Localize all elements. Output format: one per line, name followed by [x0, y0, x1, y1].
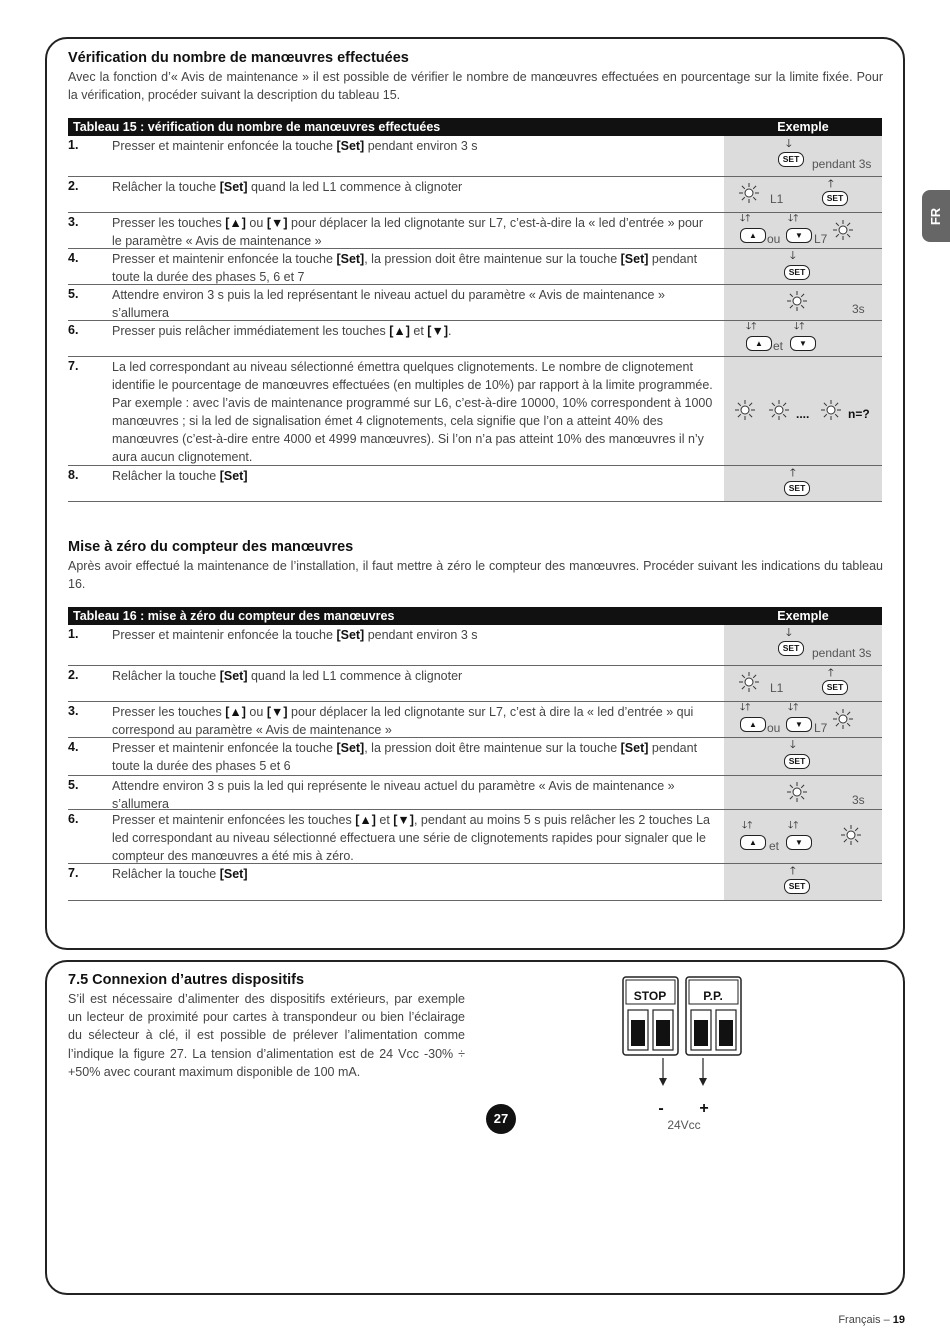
step-number: 7. [68, 866, 79, 880]
step-number: 3. [68, 215, 79, 229]
minus-sign: - [658, 1100, 664, 1117]
example-text: L7 [814, 721, 828, 735]
down-key-icon: ▼ [786, 717, 812, 732]
set-key-icon: SET [784, 265, 810, 280]
voltage-label: 24Vcc [667, 1118, 701, 1132]
step-example [724, 321, 882, 356]
table-title: Tableau 15 : vérification du nombre de manœuvres effectuées [73, 120, 441, 134]
set-key-icon: SET [822, 191, 848, 206]
section-title-reset: Mise à zéro du compteur des manœuvres [68, 539, 354, 555]
arrow-down-icon: 🡓 [786, 627, 792, 639]
table-row [68, 357, 882, 466]
example-header: Exemple [777, 609, 829, 623]
step-number: 5. [68, 287, 79, 301]
example-text: et [773, 339, 784, 353]
example-text: pendant 3s [812, 157, 872, 171]
example-header: Exemple [777, 120, 829, 134]
led-icon [738, 182, 760, 204]
example-text: 3s [852, 302, 865, 316]
table-row [68, 810, 882, 864]
press-arrows-icon: 🡓🡑 [742, 820, 753, 831]
table-header [68, 118, 882, 136]
step-example [724, 702, 882, 737]
led-icon [840, 824, 862, 846]
example-text: pendant 3s [812, 646, 872, 660]
step-text: Presser les touches [▲] ou [▼] pour déplacer la led clignotante sur L7, c’est-à-dire la « led d’entrée » pour le paramètre « Avis de maintenance » [112, 216, 704, 248]
led-icon [734, 399, 756, 421]
step-number: 1. [68, 138, 79, 152]
step-number: 6. [68, 812, 79, 826]
table-row [68, 666, 882, 702]
page-number: 19 [892, 1314, 905, 1326]
press-arrows-icon: 🡓🡑 [788, 213, 799, 224]
example-text: ou [767, 721, 781, 735]
table-row [68, 776, 882, 810]
table-row [68, 864, 882, 901]
up-key-icon: ▲ [740, 835, 766, 850]
step-number: 8. [68, 468, 79, 482]
example-text: et [769, 839, 780, 853]
step-number: 3. [68, 704, 79, 718]
step-text: Relâcher la touche [Set] quand la led L1 commence à clignoter [112, 180, 463, 194]
table-row [68, 249, 882, 285]
page-footer [838, 1314, 905, 1326]
led-icon [832, 708, 854, 730]
figure-number-badge: 27 [486, 1104, 516, 1134]
step-example [724, 136, 882, 176]
down-key-icon: ▼ [786, 228, 812, 243]
step-text: La led correspondant au niveau sélectionné émettra quelques clignotements. Le nombre de clignotement identifie le pourcentage de manœuvres effectuées (en multiples de 10%) par rapport à la limite programmée. Par exemple : avec l’avis de maintenance programmé sur L6, c’est-à-dire 10000, 10% correspondent à 1000 manœuvres ; si la led de signalisation émet 4 clignotements, cela signifie que l’on a atteint 40% des manœuvres (c’est-à-dire entre 4000 et 4999 manœuvres). Si l’on n’a pas atteint 10% des manœuvres il n’y aura aucun clignotement. [112, 360, 713, 464]
section-intro-reset: Après avoir effectué la maintenance de l’installation, il faut mettre à zéro le compteur des manœuvres. Procéder suivant les indications du tableau 16. [68, 559, 883, 591]
step-example [724, 738, 882, 775]
press-arrows-icon: 🡓🡑 [740, 702, 751, 713]
table-row [68, 136, 882, 177]
language-tab: FR [922, 190, 950, 242]
table-row [68, 213, 882, 249]
table-row [68, 625, 882, 666]
step-number: 2. [68, 668, 79, 682]
pp-label: P.P. [703, 989, 723, 1003]
table-row [68, 466, 882, 502]
table-16 [68, 607, 882, 901]
step-text: Presser et maintenir enfoncée la touche [Set], la pression doit être maintenue sur la touche [Set] pendant toute la durée des phases 5 et 6 [112, 741, 698, 773]
led-icon [820, 399, 842, 421]
step-example [724, 285, 882, 320]
led-icon [786, 781, 808, 803]
table-header [68, 607, 882, 625]
step-text: Relâcher la touche [Set] [112, 469, 248, 483]
example-text: ou [767, 232, 781, 246]
step-number: 6. [68, 323, 79, 337]
step-text: Attendre environ 3 s puis la led représentant le niveau actuel du paramètre « Avis de maintenance » s’allumera [112, 288, 665, 320]
example-text: L1 [770, 681, 784, 695]
set-key-icon: SET [784, 879, 810, 894]
step-text: Presser et maintenir enfoncée la touche [Set] pendant environ 3 s [112, 139, 478, 153]
step-text: Presser et maintenir enfoncée la touche [Set] pendant environ 3 s [112, 628, 478, 642]
up-key-icon: ▲ [746, 336, 772, 351]
press-arrows-icon: 🡓🡑 [794, 321, 805, 332]
step-number: 7. [68, 359, 79, 373]
step-example [724, 213, 882, 248]
example-text: L7 [814, 232, 828, 246]
arrow-down-icon: 🡓 [790, 739, 796, 751]
table-body [68, 625, 882, 901]
step-number: 5. [68, 778, 79, 792]
step-number: 1. [68, 627, 79, 641]
step-text: Presser puis relâcher immédiatement les touches [▲] et [▼]. [112, 324, 452, 338]
step-text: Attendre environ 3 s puis la led qui représente le niveau actuel du paramètre « Avis de maintenance » s’allumera [112, 779, 675, 811]
step-number: 4. [68, 740, 79, 754]
step-example [724, 776, 882, 809]
press-arrows-icon: 🡓🡑 [788, 702, 799, 713]
terminal-diagram [618, 972, 748, 1142]
set-key-icon: SET [784, 481, 810, 496]
step-example [724, 177, 882, 212]
example-text: n=? [848, 407, 870, 421]
arrow-up-icon: 🡑 [790, 865, 796, 877]
set-key-icon: SET [778, 152, 804, 167]
step-example [724, 666, 882, 701]
arrow-up-icon: 🡑 [790, 467, 796, 479]
step-example [724, 249, 882, 284]
example-text: 3s [852, 793, 865, 807]
table-body [68, 136, 882, 502]
step-text: Relâcher la touche [Set] quand la led L1 commence à clignoter [112, 669, 463, 683]
step-text: Relâcher la touche [Set] [112, 867, 248, 881]
table-row [68, 285, 882, 321]
led-icon [738, 671, 760, 693]
step-example [724, 810, 882, 863]
set-key-icon: SET [784, 754, 810, 769]
down-key-icon: ▼ [790, 336, 816, 351]
table-row [68, 321, 882, 357]
step-example [724, 466, 882, 501]
press-arrows-icon: 🡓🡑 [746, 321, 757, 332]
down-key-icon: ▼ [786, 835, 812, 850]
stop-label: STOP [633, 989, 667, 1003]
set-key-icon: SET [778, 641, 804, 656]
section-text-connexion: S’il est nécessaire d’alimenter des dispositifs extérieurs, par exemple un lecteur de proximité pour cartes à transpondeur ou bien l’éclairage du sélecteur à clé, il est possible de prélever l’alimentation comme l’indique la figure 27. La tension d’alimentation est de 24 Vcc -30% ÷ +50% avec courant maximum disponible de 100 mA. [68, 992, 465, 1079]
step-text: Presser et maintenir enfoncées les touches [▲] et [▼], pendant au moins 5 s puis relâcher les 2 touches La led correspondant au niveau sélectionné effectuera une série de clignotements rapides pour signaler que le compteur des manœuvres a été mis à zéro. [112, 813, 710, 863]
press-arrows-icon: 🡓🡑 [740, 213, 751, 224]
table-15 [68, 118, 882, 502]
section-title-connexion: 7.5 Connexion d’autres dispositifs [68, 972, 305, 988]
table-title: Tableau 16 : mise à zéro du compteur des manœuvres [73, 609, 395, 623]
plus-sign: + [699, 1100, 709, 1117]
up-key-icon: ▲ [740, 717, 766, 732]
arrow-down-icon: 🡓 [790, 250, 796, 262]
set-key-icon: SET [822, 680, 848, 695]
press-arrows-icon: 🡓🡑 [788, 820, 799, 831]
arrow-up-icon: 🡑 [828, 178, 834, 190]
arrow-up-icon: 🡑 [828, 667, 834, 679]
step-example [724, 357, 882, 465]
led-icon [786, 290, 808, 312]
table-row [68, 177, 882, 213]
step-text: Presser les touches [▲] ou [▼] pour déplacer la led clignotante sur L7, c’est à dire la « led d’entrée » qui correspond au paramètre « Avis de maintenance » [112, 705, 694, 737]
step-number: 2. [68, 179, 79, 193]
example-text: L1 [770, 192, 784, 206]
footer-language: Français – [838, 1314, 893, 1326]
section-intro-verification: Avec la fonction d’« Avis de maintenance » il est possible de vérifier le nombre de manœuvres effectuées en pourcentage sur la limite fixée. Pour la vérification, procéder suivant la description du tableau 15. [68, 70, 883, 102]
step-text: Presser et maintenir enfoncée la touche [Set], la pression doit être maintenue sur la touche [Set] pendant toute la durée des phases 5, 6 et 7 [112, 252, 698, 284]
step-number: 4. [68, 251, 79, 265]
led-icon [832, 219, 854, 241]
up-key-icon: ▲ [740, 228, 766, 243]
step-example [724, 864, 882, 900]
example-text: .... [796, 407, 810, 421]
step-example [724, 625, 882, 665]
table-row [68, 738, 882, 776]
arrow-down-icon: 🡓 [786, 138, 792, 150]
led-icon [768, 399, 790, 421]
section-title-verification: Vérification du nombre de manœuvres effectuées [68, 50, 409, 66]
table-row [68, 702, 882, 738]
